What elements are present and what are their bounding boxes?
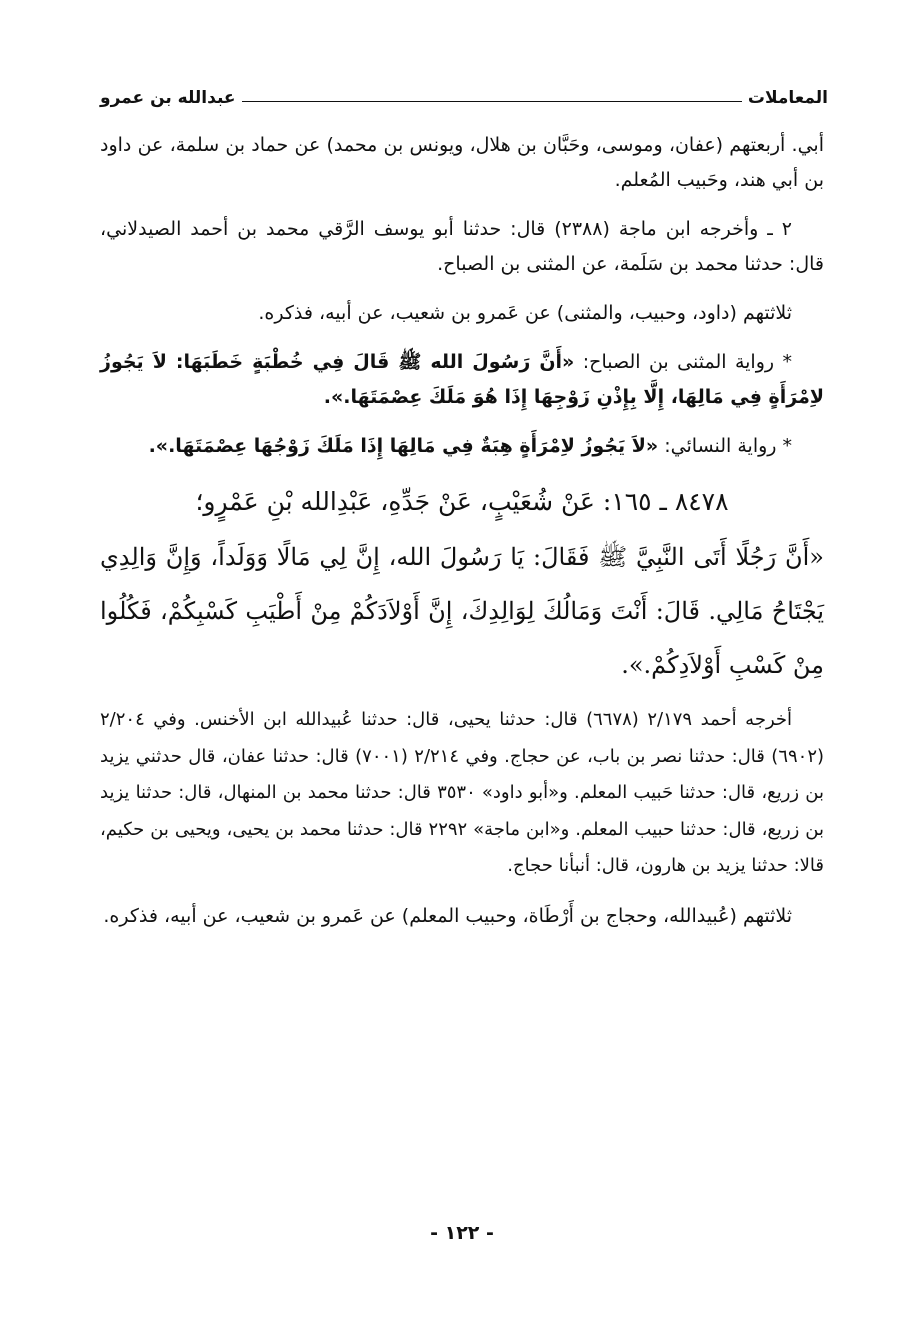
page-body: [100, 128, 824, 948]
header-section-title: المعاملات: [747, 88, 828, 108]
running-header: [100, 78, 828, 108]
hadith-text: «أَنَّ رَجُلًا أَتَى النَّبِيَّ ﷺ فَقَالَ: يَا رَسُولَ الله، إِنَّ لِي مَالًا وَوَلَداً، وَإِنَّ وَالِدِي يَجْتَاحُ مَالِي. قَالَ: أَنْتَ وَمَالُكَ لِوَالِدِكَ، إِنَّ أَوْلاَدَكُمْ مِنْ أَطْيَبِ كَسْبِكُمْ، فَكُلُوا مِنْ كَسْبِ أَوْلاَدِكُمْ.».: [100, 543, 824, 679]
takhrij-paragraph: أخرجه أحمد ٢/١٧٩ (٦٦٧٨) قال: حدثنا يحيى، قال: حدثنا عُبيدالله ابن الأخنس. وفي ٢/٢٠٤ (٦٩٠٢) قال: حدثنا نصر بن باب، عن حجاج. وفي ٢/٢١٤ (٧٠٠١) قال: حدثنا عفان، قال حدثني يزيد بن زريع، قال: حدثنا حَبيب المعلم. و«أبو داود» ٣٥٣٠ قال: حدثنا محمد بن المنهال، قال: حدثنا يزيد بن زريع، قال: حدثنا حبيب المعلم. و«ابن ماجة» ٢٢٩٢ قال: حدثنا محمد بن يحيى، ويحيى بن حكيم، قالا: حدثنا يزيد بن هارون، قال: أنبأنا حجاج.: [100, 709, 825, 876]
riwaya-muthanna-intro: * رواية المثنى بن الصباح:: [582, 351, 792, 373]
riwaya-nasai-quote: «لاَ يَجُوزُ لاِمْرَأَةٍ هِبَةٌ فِي مَالِهَا إِذَا مَلَكَ زَوْجُهَا عِصْمَتَهَا.».: [148, 435, 659, 457]
paragraph-continuation: أبي. أربعتهم (عفان، وموسى، وحَبَّان بن هلال، ويونس بن محمد) عن حماد بن سلمة، عن داود بن أبي هند، وحَبيب المُعلم.: [100, 134, 824, 191]
riwaya-muthanna: [100, 345, 824, 415]
closing-paragraph: ثلاثتهم (عُبيدالله، وحجاج بن أَرْطَاة، وحبيب المعلم) عن عَمرو بن شعيب، عن أبيه، فذكره.: [103, 904, 792, 927]
riwaya-nasai: [100, 429, 824, 464]
paragraph-thalathatuhum: ثلاثتهم (داود، وحبيب، والمثنى) عن عَمرو بن شعيب، عن أبيه، فذكره.: [258, 302, 792, 324]
riwaya-muthanna-quote: «أَنَّ رَسُولَ الله ﷺ قَالَ فِي خُطْبَةٍ خَطَبَهَا: لاَ يَجُوزُ لاِمْرَأَةٍ فِي مَالِهَا، إِلَّا بِإِذْنِ زَوْجِهَا إِذَا هُوَ مَلَكَ عِصْمَتَهَا.».: [100, 351, 824, 408]
paragraph-ibn-majah: ٢ ـ وأخرجه ابن ماجة (٢٣٨٨) قال: حدثنا أبو يوسف الرَّقي محمد بن أحمد الصيدلاني، قال: حدثنا محمد بن سَلَمة، عن المثنى بن الصباح.: [100, 218, 824, 275]
page-number: - ١٢٢ -: [430, 1222, 494, 1244]
header-chapter-title: عبدالله بن عمرو: [100, 88, 236, 108]
riwaya-nasai-intro: * رواية النسائي:: [664, 435, 792, 457]
hadith-heading: ٨٤٧٨ ـ ١٦٥: عَنْ شُعَيْبٍ، عَنْ جَدِّهِ، عَبْدِالله بْنِ عَمْرٍو؛: [195, 487, 729, 516]
header-rule: [242, 101, 742, 102]
